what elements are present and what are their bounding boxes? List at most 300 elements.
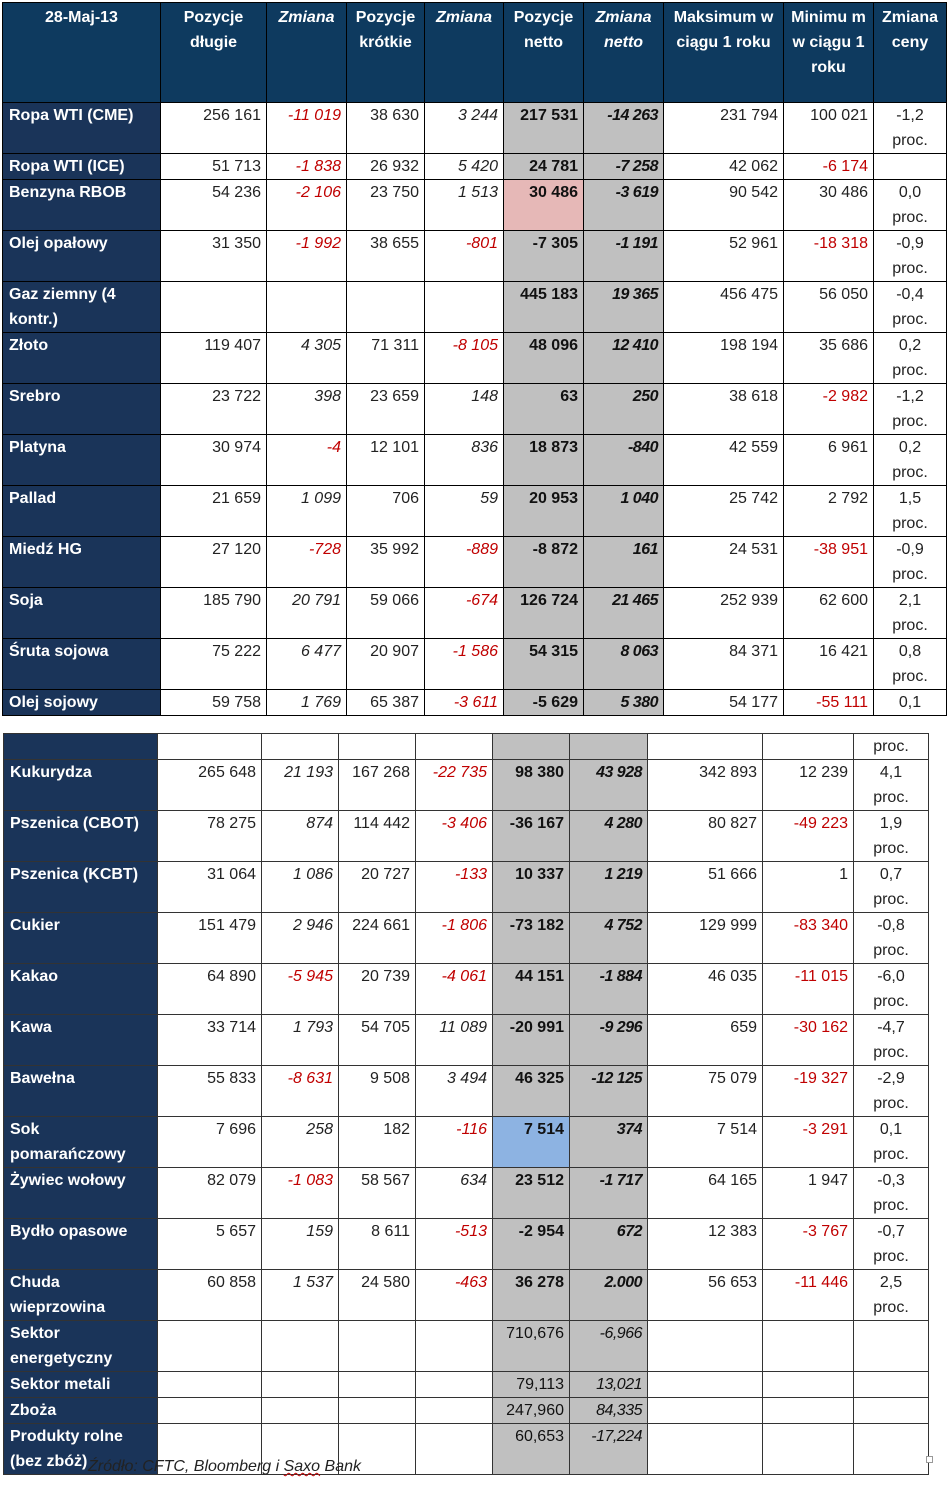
net-positions: 18 873 xyxy=(504,435,584,486)
col-header-net: Pozycje netto xyxy=(504,3,584,103)
short-change: -1 806 xyxy=(416,913,493,964)
net-change: 4 752 xyxy=(570,913,648,964)
one-year-max: 51 666 xyxy=(648,862,763,913)
short-change: -463 xyxy=(416,1270,493,1321)
sector-name: Zboża xyxy=(4,1398,158,1424)
table-row xyxy=(4,1219,929,1270)
long-change: 258 xyxy=(262,1117,339,1168)
sector-net-positions: 247,960 xyxy=(493,1398,570,1424)
short-change: -801 xyxy=(425,231,504,282)
short-change: -3 406 xyxy=(416,811,493,862)
net-change: -9 296 xyxy=(570,1015,648,1066)
commodity-name: Pszenica (CBOT) xyxy=(4,811,158,862)
one-year-min: -55 111 xyxy=(784,690,874,716)
long-positions: 82 079 xyxy=(158,1168,262,1219)
price-change-value: 0,0 xyxy=(898,184,922,201)
price-change-value: 2,1 xyxy=(898,592,922,609)
long-change: 4 305 xyxy=(267,333,347,384)
one-year-min: -3 767 xyxy=(763,1219,854,1270)
empty-cell xyxy=(648,1321,763,1372)
empty-cell xyxy=(416,1398,493,1424)
net-change: -1 884 xyxy=(570,964,648,1015)
long-change: 1 793 xyxy=(262,1015,339,1066)
one-year-min: -11 446 xyxy=(763,1270,854,1321)
sector-row xyxy=(4,1372,929,1398)
short-change: 59 xyxy=(425,486,504,537)
price-change-value: 0,2 xyxy=(898,439,922,456)
net-positions: 445 183 xyxy=(504,282,584,333)
price-change xyxy=(854,1219,929,1270)
one-year-max: 25 742 xyxy=(664,486,784,537)
short-change: -674 xyxy=(425,588,504,639)
one-year-max: 75 079 xyxy=(648,1066,763,1117)
price-change-unit: proc. xyxy=(892,566,928,583)
table-resize-handle[interactable] xyxy=(926,1456,933,1463)
one-year-min: -30 162 xyxy=(763,1015,854,1066)
empty-cell xyxy=(763,1398,854,1424)
one-year-max: 659 xyxy=(648,1015,763,1066)
long-change: 20 791 xyxy=(267,588,347,639)
long-positions: 119 407 xyxy=(161,333,267,384)
net-change: 374 xyxy=(570,1117,648,1168)
price-change-value: 1,5 xyxy=(898,490,922,507)
short-positions: 114 442 xyxy=(339,811,416,862)
long-change: 1 537 xyxy=(262,1270,339,1321)
table-row xyxy=(3,154,947,180)
price-change xyxy=(854,811,929,862)
sector-net-positions: 79,113 xyxy=(493,1372,570,1398)
long-change: -728 xyxy=(267,537,347,588)
price-change xyxy=(854,1066,929,1117)
price-change xyxy=(854,1015,929,1066)
price-change-value: -0,3 xyxy=(877,1172,905,1189)
sector-net-change: -17,224 xyxy=(570,1424,648,1475)
price-unit: proc. xyxy=(854,734,929,760)
short-change xyxy=(425,282,504,333)
long-change: 21 193 xyxy=(262,760,339,811)
net-change: 250 xyxy=(584,384,664,435)
one-year-min: -83 340 xyxy=(763,913,854,964)
long-positions: 23 722 xyxy=(161,384,267,435)
one-year-max: 12 383 xyxy=(648,1219,763,1270)
one-year-min: 12 239 xyxy=(763,760,854,811)
commodity-name: Bydło opasowe xyxy=(4,1219,158,1270)
net-change: -1 717 xyxy=(570,1168,648,1219)
commodity-name: Srebro xyxy=(3,384,161,435)
long-positions: 75 222 xyxy=(161,639,267,690)
net-positions: 24 781 xyxy=(504,154,584,180)
long-positions: 78 275 xyxy=(158,811,262,862)
net-positions: 10 337 xyxy=(493,862,570,913)
net-positions: 217 531 xyxy=(504,103,584,154)
one-year-max: 84 371 xyxy=(664,639,784,690)
long-positions: 60 858 xyxy=(158,1270,262,1321)
net-change: 21 465 xyxy=(584,588,664,639)
one-year-max: 42 559 xyxy=(664,435,784,486)
net-change: 161 xyxy=(584,537,664,588)
price-change-unit: proc. xyxy=(873,1044,909,1061)
one-year-max: 54 177 xyxy=(664,690,784,716)
table-row xyxy=(3,282,947,333)
net-change: 1 040 xyxy=(584,486,664,537)
long-positions: 7 696 xyxy=(158,1117,262,1168)
price-change-value: -0,9 xyxy=(896,541,924,558)
short-positions: 38 655 xyxy=(347,231,425,282)
col-header-price-change: Zmiana ceny xyxy=(874,3,947,103)
price-change-value: -1,2 xyxy=(896,388,924,405)
commodity-name: Olej sojowy xyxy=(3,690,161,716)
long-change: -1 838 xyxy=(267,154,347,180)
net-change: 672 xyxy=(570,1219,648,1270)
short-change: 11 089 xyxy=(416,1015,493,1066)
short-change: -3 611 xyxy=(425,690,504,716)
short-change: 5 420 xyxy=(425,154,504,180)
short-positions: 58 567 xyxy=(339,1168,416,1219)
empty-cell xyxy=(416,1424,493,1475)
one-year-max: 252 939 xyxy=(664,588,784,639)
sector-name: Sektor energetyczny xyxy=(4,1321,158,1372)
short-positions: 54 705 xyxy=(339,1015,416,1066)
short-positions xyxy=(347,282,425,333)
price-change-unit: proc. xyxy=(892,362,928,379)
price-change-unit: proc. xyxy=(892,132,928,149)
empty-cell xyxy=(158,1321,262,1372)
one-year-max: 64 165 xyxy=(648,1168,763,1219)
price-change xyxy=(874,690,947,716)
net-change: -840 xyxy=(584,435,664,486)
long-change: 2 946 xyxy=(262,913,339,964)
commodity-name: Miedź HG xyxy=(3,537,161,588)
table-row xyxy=(3,384,947,435)
commodity-name: Soja xyxy=(3,588,161,639)
one-year-max: 342 893 xyxy=(648,760,763,811)
net-change: -14 263 xyxy=(584,103,664,154)
sector-name: Sektor metali xyxy=(4,1372,158,1398)
commodity-name: Ropa WTI (ICE) xyxy=(3,154,161,180)
one-year-max: 198 194 xyxy=(664,333,784,384)
net-positions: 44 151 xyxy=(493,964,570,1015)
col-header-net-change: Zmiana netto xyxy=(584,3,664,103)
one-year-min: 6 961 xyxy=(784,435,874,486)
price-change-unit: proc. xyxy=(873,1146,909,1163)
short-change: 634 xyxy=(416,1168,493,1219)
long-positions: 27 120 xyxy=(161,537,267,588)
price-change-value: 0,8 xyxy=(898,643,922,660)
long-positions: 31 064 xyxy=(158,862,262,913)
table-row xyxy=(4,1168,929,1219)
net-change: 12 410 xyxy=(584,333,664,384)
sector-net-positions: 710,676 xyxy=(493,1321,570,1372)
long-positions: 30 974 xyxy=(161,435,267,486)
price-change xyxy=(874,333,947,384)
empty-cell xyxy=(158,1398,262,1424)
price-change-unit: proc. xyxy=(892,617,928,634)
net-positions: 30 486 xyxy=(504,180,584,231)
one-year-min: 16 421 xyxy=(784,639,874,690)
commodity-name: Sok pomarańczowy xyxy=(4,1117,158,1168)
long-change xyxy=(267,282,347,333)
short-positions: 706 xyxy=(347,486,425,537)
long-change: -5 945 xyxy=(262,964,339,1015)
table-row xyxy=(4,760,929,811)
long-positions xyxy=(161,282,267,333)
one-year-max: 231 794 xyxy=(664,103,784,154)
long-change: 1 769 xyxy=(267,690,347,716)
short-positions: 9 508 xyxy=(339,1066,416,1117)
commodity-name: Cukier xyxy=(4,913,158,964)
empty-cell xyxy=(416,1372,493,1398)
sector-net-change: 84,335 xyxy=(570,1398,648,1424)
empty-cell xyxy=(262,1372,339,1398)
one-year-min: 62 600 xyxy=(784,588,874,639)
net-positions: -20 991 xyxy=(493,1015,570,1066)
price-change xyxy=(874,639,947,690)
short-positions: 20 727 xyxy=(339,862,416,913)
net-change: -3 619 xyxy=(584,180,664,231)
commodity-name: Olej opałowy xyxy=(3,231,161,282)
cot-table-part-2 xyxy=(3,733,929,1475)
short-change: -22 735 xyxy=(416,760,493,811)
short-positions: 59 066 xyxy=(347,588,425,639)
table-row xyxy=(4,913,929,964)
empty-cell xyxy=(854,1424,929,1475)
one-year-min: -3 291 xyxy=(763,1117,854,1168)
long-change: -2 106 xyxy=(267,180,347,231)
one-year-max: 38 618 xyxy=(664,384,784,435)
empty-cell xyxy=(158,1372,262,1398)
price-change-value: -0,9 xyxy=(896,235,924,252)
long-positions: 185 790 xyxy=(161,588,267,639)
short-positions: 38 630 xyxy=(347,103,425,154)
one-year-max: 456 475 xyxy=(664,282,784,333)
long-positions: 55 833 xyxy=(158,1066,262,1117)
price-change-unit: proc. xyxy=(892,413,928,430)
long-change: 874 xyxy=(262,811,339,862)
price-change-unit: proc. xyxy=(873,993,909,1010)
price-change-value: -2,9 xyxy=(877,1070,905,1087)
price-change-value: -4,7 xyxy=(877,1019,905,1036)
empty-cell xyxy=(648,1424,763,1475)
commodity-name: Złoto xyxy=(3,333,161,384)
long-positions: 59 758 xyxy=(161,690,267,716)
sector-net-change: -6,966 xyxy=(570,1321,648,1372)
price-change-unit: proc. xyxy=(873,840,909,857)
short-change: -513 xyxy=(416,1219,493,1270)
price-change-unit: proc. xyxy=(892,311,928,328)
net-change: 19 365 xyxy=(584,282,664,333)
table-row xyxy=(3,537,947,588)
col-header-short-change: Zmiana xyxy=(425,3,504,103)
empty-cell xyxy=(262,1321,339,1372)
long-change: 6 477 xyxy=(267,639,347,690)
price-change-value: 1,9 xyxy=(879,815,903,832)
short-positions: 20 739 xyxy=(339,964,416,1015)
table-row xyxy=(3,588,947,639)
long-positions: 5 657 xyxy=(158,1219,262,1270)
commodity-name: Gaz ziemny (4 kontr.) xyxy=(3,282,161,333)
header-row xyxy=(3,3,947,103)
short-positions: 23 750 xyxy=(347,180,425,231)
row-name-cell xyxy=(4,734,158,760)
price-change xyxy=(874,282,947,333)
sector-net-change: 13,021 xyxy=(570,1372,648,1398)
one-year-min: -6 174 xyxy=(784,154,874,180)
one-year-max: 42 062 xyxy=(664,154,784,180)
long-positions: 54 236 xyxy=(161,180,267,231)
table2-body xyxy=(4,734,929,1475)
price-change xyxy=(854,1117,929,1168)
net-positions: 23 512 xyxy=(493,1168,570,1219)
net-positions: 7 514 xyxy=(493,1117,570,1168)
short-positions: 182 xyxy=(339,1117,416,1168)
price-change xyxy=(874,103,947,154)
commodity-name: Kukurydza xyxy=(4,760,158,811)
one-year-min: 100 021 xyxy=(784,103,874,154)
long-positions: 151 479 xyxy=(158,913,262,964)
one-year-max: 90 542 xyxy=(664,180,784,231)
net-change: 8 063 xyxy=(584,639,664,690)
one-year-min: 1 xyxy=(763,862,854,913)
table-row xyxy=(4,1270,929,1321)
short-positions: 71 311 xyxy=(347,333,425,384)
net-positions: -36 167 xyxy=(493,811,570,862)
empty-cell xyxy=(763,1372,854,1398)
continuation-row xyxy=(4,734,929,760)
commodity-name: Pallad xyxy=(3,486,161,537)
long-positions: 33 714 xyxy=(158,1015,262,1066)
table-row xyxy=(3,333,947,384)
empty-cell xyxy=(339,1372,416,1398)
empty-cell xyxy=(648,1372,763,1398)
net-change: -1 191 xyxy=(584,231,664,282)
short-positions: 24 580 xyxy=(339,1270,416,1321)
price-change-value: 0,1 xyxy=(898,694,922,711)
empty-cell xyxy=(854,1372,929,1398)
empty-cell xyxy=(854,1321,929,1372)
col-header-long-change: Zmiana xyxy=(267,3,347,103)
long-change: 398 xyxy=(267,384,347,435)
short-change: 3 244 xyxy=(425,103,504,154)
commodity-name: Bawełna xyxy=(4,1066,158,1117)
short-change: 3 494 xyxy=(416,1066,493,1117)
col-header-long: Pozycje długie xyxy=(161,3,267,103)
table-row xyxy=(3,435,947,486)
short-change: 1 513 xyxy=(425,180,504,231)
price-change-value: 0,2 xyxy=(898,337,922,354)
short-positions: 35 992 xyxy=(347,537,425,588)
commodity-name: Żywiec wołowy xyxy=(4,1168,158,1219)
table-row xyxy=(3,231,947,282)
net-positions: 63 xyxy=(504,384,584,435)
long-positions: 21 659 xyxy=(161,486,267,537)
net-change: 5 380 xyxy=(584,690,664,716)
price-change-value: 0,1 xyxy=(879,1121,903,1138)
price-change-unit: proc. xyxy=(873,1299,909,1316)
long-change: 159 xyxy=(262,1219,339,1270)
table1-body xyxy=(3,103,947,716)
price-change xyxy=(874,154,947,180)
net-positions: 36 278 xyxy=(493,1270,570,1321)
short-positions: 224 661 xyxy=(339,913,416,964)
table-row xyxy=(3,690,947,716)
table-row xyxy=(3,486,947,537)
price-change xyxy=(874,384,947,435)
net-positions: -5 629 xyxy=(504,690,584,716)
one-year-min: -18 318 xyxy=(784,231,874,282)
short-change: 836 xyxy=(425,435,504,486)
col-header-min: Minimu m w ciągu 1 roku xyxy=(784,3,874,103)
price-change-unit: proc. xyxy=(873,1248,909,1265)
long-change: -11 019 xyxy=(267,103,347,154)
one-year-max: 56 653 xyxy=(648,1270,763,1321)
net-change: -7 258 xyxy=(584,154,664,180)
date-header: 28-Maj-13 xyxy=(3,3,161,103)
net-change: 2.000 xyxy=(570,1270,648,1321)
one-year-min: -19 327 xyxy=(763,1066,854,1117)
commodity-name: Chuda wieprzowina xyxy=(4,1270,158,1321)
net-positions: -73 182 xyxy=(493,913,570,964)
one-year-min: -2 982 xyxy=(784,384,874,435)
price-change-value: -1,2 xyxy=(896,107,924,124)
net-positions: 20 953 xyxy=(504,486,584,537)
one-year-min: -11 015 xyxy=(763,964,854,1015)
source-caption: Źródło: CFTC, Bloomberg i Saxo Bank xyxy=(88,1458,361,1475)
empty-cell xyxy=(262,1398,339,1424)
long-change: -1 992 xyxy=(267,231,347,282)
price-change-value: 2,5 xyxy=(879,1274,903,1291)
empty-cell xyxy=(763,1424,854,1475)
spellcheck-word: Saxo xyxy=(283,1458,321,1475)
short-change: 148 xyxy=(425,384,504,435)
price-change xyxy=(854,862,929,913)
price-change-value: -0,7 xyxy=(877,1223,905,1240)
price-change xyxy=(854,913,929,964)
table-row xyxy=(3,639,947,690)
table-row xyxy=(3,180,947,231)
price-change xyxy=(874,537,947,588)
short-positions: 65 387 xyxy=(347,690,425,716)
table-row xyxy=(4,1117,929,1168)
price-change-unit: proc. xyxy=(873,1197,909,1214)
short-positions: 20 907 xyxy=(347,639,425,690)
one-year-min: -38 951 xyxy=(784,537,874,588)
net-positions: 126 724 xyxy=(504,588,584,639)
short-change: -116 xyxy=(416,1117,493,1168)
sector-row xyxy=(4,1398,929,1424)
commodity-name: Platyna xyxy=(3,435,161,486)
net-positions: -2 954 xyxy=(493,1219,570,1270)
col-header-short: Pozycje krótkie xyxy=(347,3,425,103)
price-change xyxy=(854,1270,929,1321)
long-change: -8 631 xyxy=(262,1066,339,1117)
long-positions: 64 890 xyxy=(158,964,262,1015)
long-change: -4 xyxy=(267,435,347,486)
short-positions: 12 101 xyxy=(347,435,425,486)
sector-net-positions: 60,653 xyxy=(493,1424,570,1475)
one-year-max: 52 961 xyxy=(664,231,784,282)
commodity-name: Śruta sojowa xyxy=(3,639,161,690)
price-change-unit: proc. xyxy=(873,1095,909,1112)
price-change xyxy=(854,760,929,811)
sector-row xyxy=(4,1321,929,1372)
price-change xyxy=(874,486,947,537)
table-row xyxy=(4,964,929,1015)
short-positions: 26 932 xyxy=(347,154,425,180)
price-change xyxy=(854,964,929,1015)
empty-cell xyxy=(763,1321,854,1372)
net-positions: -7 305 xyxy=(504,231,584,282)
price-change xyxy=(874,231,947,282)
